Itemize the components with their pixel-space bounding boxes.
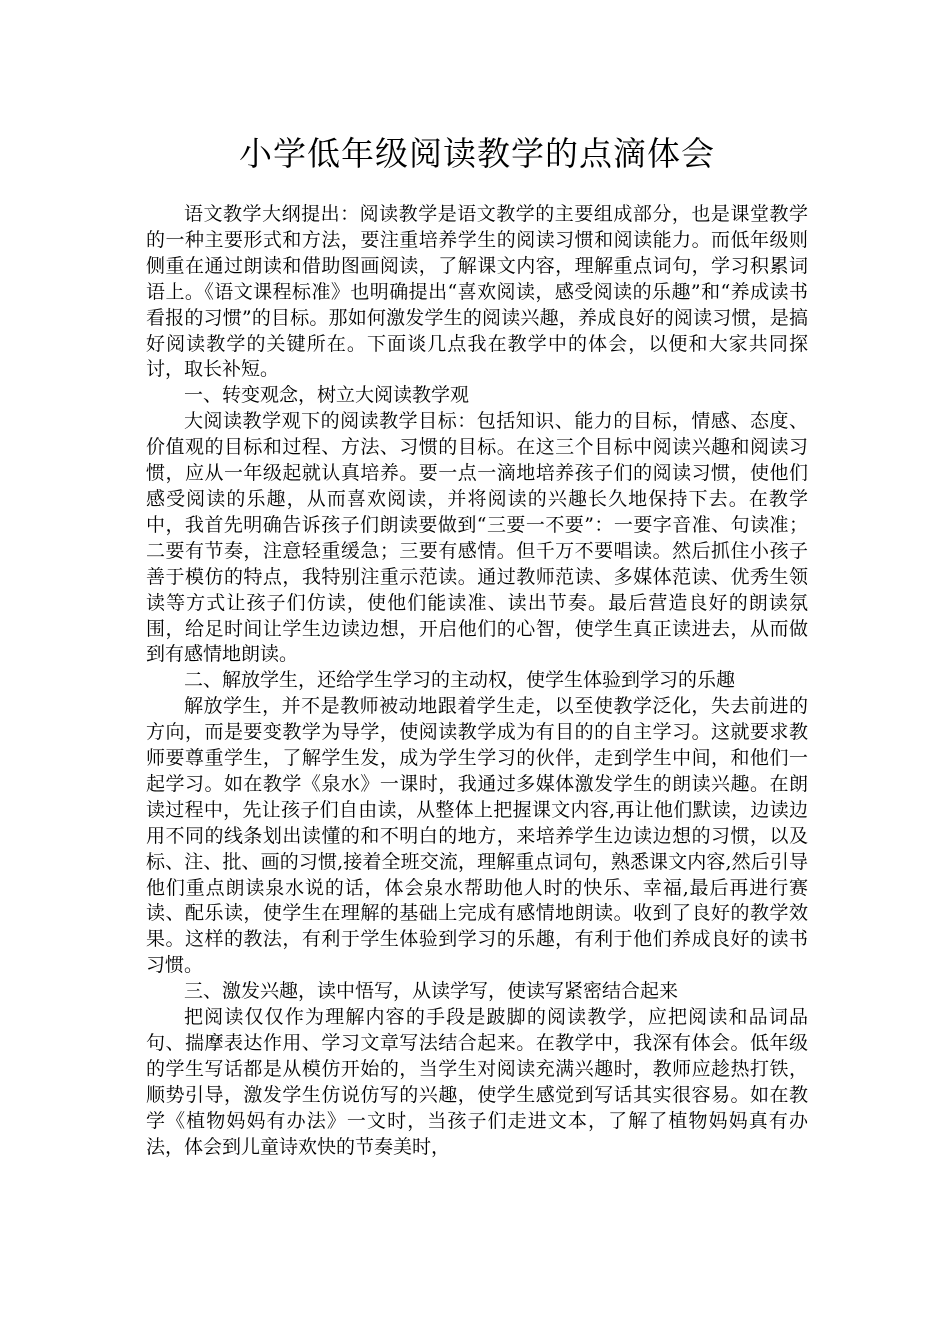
document-title: 小学低年级阅读教学的点滴体会 [239,134,715,173]
paragraph-intro: 语文教学大纲提出：阅读教学是语文教学的主要组成部分，也是课堂教学的一种主要形式和方法，要注重培养学生的阅读习惯和阅读能力。而低年级则侧重在通过朗读和借助图画阅读，了解课文内容，理解重点词句，学习积累词语上。《语文课程标准》也明确提出“喜欢阅读，感受阅读的乐趣”和“养成读书看报的习惯”的目标。那如何激发学生的阅读兴趣，养成良好的阅读习惯，是搞好阅读教学的关键所在。下面谈几点我在教学中的体会，以便和大家共同探讨，取长补短。 [146,203,808,381]
paragraph-section-3: 把阅读仅仅作为理解内容的手段是跛脚的阅读教学，应把阅读和品词品句、揣摩表达作用、学习文章写法结合起来。在教学中，我深有体会。低年级的学生写话都是从模仿开始的，当学生对阅读充满兴趣时，教师应趁热打铁，顺势引导，激发学生仿说仿写的兴趣，使学生感觉到写话其实很容易。如在教学《植物妈妈有办法》一文时，当孩子们走进文本，了解了植物妈妈真有办法，体会到儿童诗欢快的节奏美时， [146,1006,808,1158]
section-heading-3: 三、激发兴趣，读中悟写，从读学写，使读写紧密结合起来 [184,980,679,1003]
section-heading-2: 二、解放学生，还给学生学习的主动权，使学生体验到学习的乐趣 [184,669,736,692]
paragraph-section-2: 解放学生，并不是教师被动地跟着学生走，以至使教学泛化，失去前进的方向，而是要变教学为导学，使阅读教学成为有目的的自主学习。这就要求教师要尊重学生，了解学生发，成为学生学习的伙伴，走到学生中间，和他们一起学习。如在教学《泉水》一课时，我通过多媒体激发学生的朗读兴趣。在朗读过程中，先让孩子们自由读，从整体上把握课文内容,再让他们默读，边读边用不同的线条划出读懂的和不明白的地方，来培养学生边读边想的习惯，以及标、注、批、画的习惯,接着全班交流，理解重点词句，熟悉课文内容,然后引导他们重点朗读泉水说的话，体会泉水帮助他人时的快乐、幸福,最后再进行赛读、配乐读，使学生在理解的基础上完成有感情地朗读。收到了良好的教学效果。这样的教法，有利于学生体验到学习的乐趣，有利于他们养成良好的读书习惯。 [146,695,808,977]
document-page [146,132,808,1161]
section-heading-1: 一、转变观念，树立大阅读教学观 [184,384,470,407]
paragraph-section-1: 大阅读教学观下的阅读教学目标：包括知识、能力的目标，情感、态度、价值观的目标和过程、方法、习惯的目标。在这三个目标中阅读兴趣和阅读习惯，应从一年级起就认真培养。要一点一滴地培养孩子们的阅读习惯，使他们感受阅读的乐趣，从而喜欢阅读，并将阅读的兴趣长久地保持下去。在教学中，我首先明确告诉孩子们朗读要做到“三要一不要”：一要字音准、句读准；二要有节奏，注意轻重缓急；三要有感情。但千万不要唱读。然后抓住小孩子善于模仿的特点，我特别注重示范读。通过教师范读、多媒体范读、优秀生领读等方式让孩子们仿读，使他们能读准、读出节奏。最后营造良好的朗读氛围，给足时间让学生边读边想，开启他们的心智，使学生真正读进去，从而做到有感情地朗读。 [146,410,808,666]
